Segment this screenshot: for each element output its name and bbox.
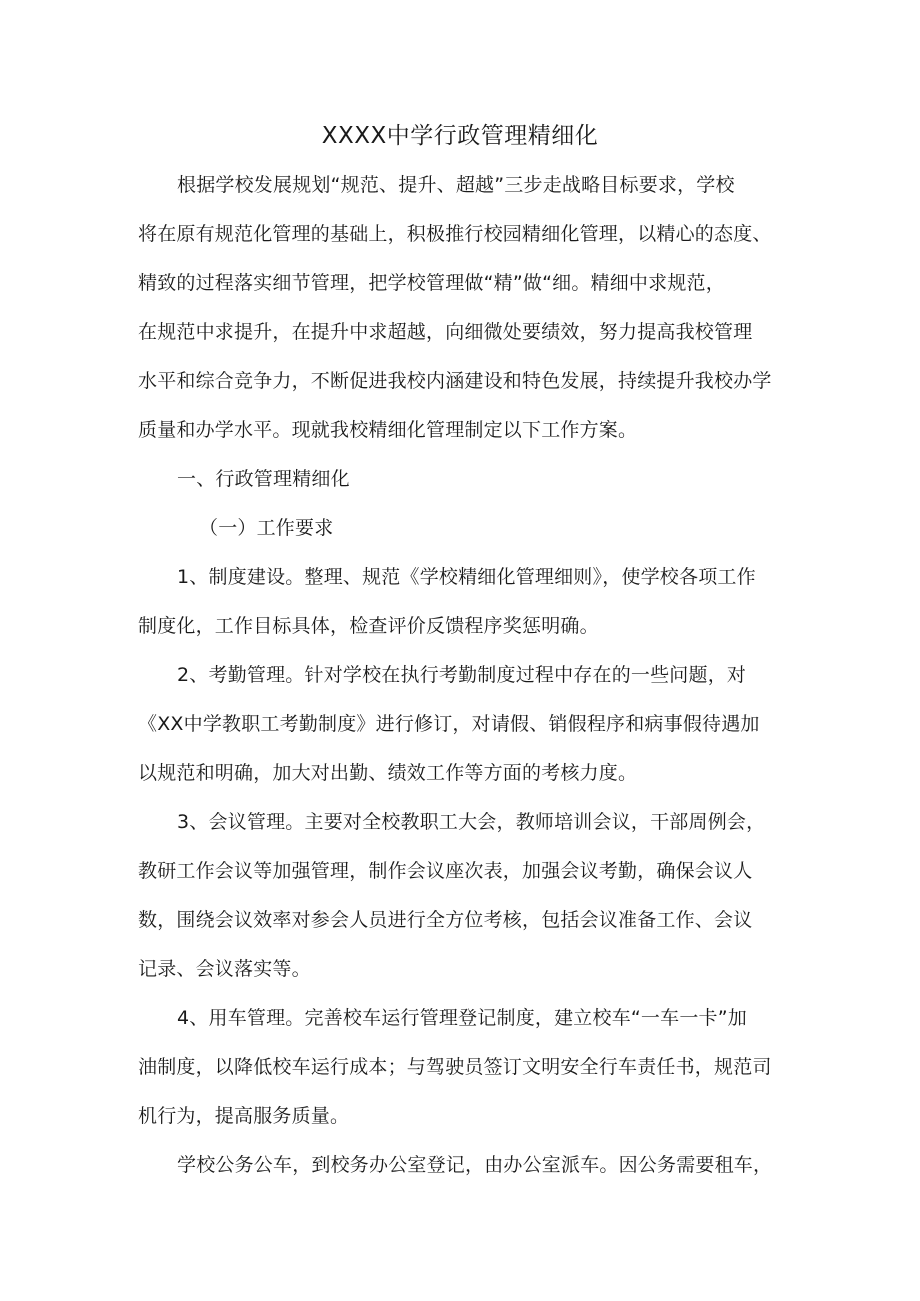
subsection-heading: （一）工作要求: [199, 517, 334, 539]
paragraph-line: 精致的过程落实细节管理，把学校管理做“精”做“细。精细中求规范，: [138, 272, 725, 294]
paragraph-line: 根据学校发展规划“规范、提升、超越”三步走战略目标要求，学校: [177, 174, 735, 196]
paragraph-line: 将在原有规范化管理的基础上，积极推行校园精细化管理，以精心的态度、: [138, 223, 772, 245]
paragraph-line: 学校公务公车，到校务办公室登记，由办公室派车。因公务需要租车，: [177, 1154, 773, 1176]
paragraph-line: 3、会议管理。主要对全校教职工大会，教师培训会议，干部周例会，: [177, 811, 766, 833]
paragraph-line: 2、考勤管理。针对学校在执行考勤制度过程中存在的一些问题，对: [177, 664, 747, 686]
paragraph-line: 机行为，提高服务质量。: [138, 1105, 350, 1127]
document-title: XXXX中学行政管理精细化: [321, 123, 599, 149]
paragraph-line: 1、制度建设。整理、规范《学校精细化管理细则》，使学校各项工作: [177, 566, 756, 588]
paragraph-line: 制度化，工作目标具体，检查评价反馈程序奖惩明确。: [138, 615, 599, 637]
paragraph-line: 4、用车管理。完善校车运行管理登记制度，建立校车“一车一卡”加: [177, 1007, 747, 1029]
paragraph-line: 记录、会议落实等。: [138, 958, 311, 980]
paragraph-line: 数，围绕会议效率对参会人员进行全方位考核，包括会议准备工作、会议: [138, 909, 753, 931]
section-heading: 一、行政管理精细化: [177, 468, 350, 490]
paragraph-line: 油制度，以降低校车运行成本；与驾驶员签订文明安全行车责任书，规范司: [138, 1056, 772, 1078]
paragraph-line: 以规范和明确，加大对出勤、绩效工作等方面的考核力度。: [138, 762, 638, 784]
paragraph-line: 质量和办学水平。现就我校精细化管理制定以下工作方案。: [138, 419, 638, 441]
paragraph-line: 《XX中学教职工考勤制度》进行修订，对请假、销假程序和病事假待遇加: [138, 713, 760, 735]
paragraph-line: 在规范中求提升，在提升中求超越，向细微处要绩效，努力提高我校管理: [138, 321, 753, 343]
paragraph-line: 教研工作会议等加强管理，制作会议座次表，加强会议考勤，确保会议人: [138, 860, 753, 882]
paragraph-line: 水平和综合竞争力，不断促进我校内涵建设和特色发展，持续提升我校办学: [138, 370, 772, 392]
